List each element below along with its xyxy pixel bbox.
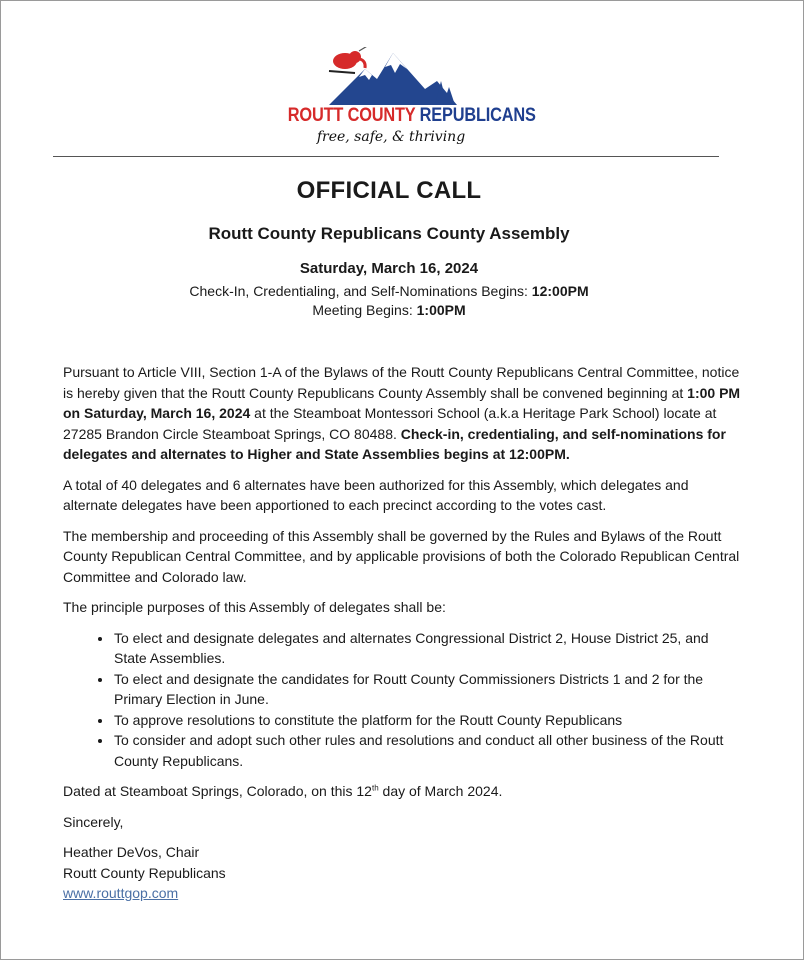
- list-item: • To elect and designate delegates and alternates Congressional District 2, House District 25, and State Assemblies.: [113, 628, 743, 669]
- checkin-label: Check-In, Credentialing, and Self-Nominations Begins:: [189, 283, 532, 299]
- delegates-paragraph: A total of 40 delegates and 6 alternates have been authorized for this Assembly, which delegates and alternate delegates have been apportioned to each precinct according to the votes cast.: [63, 476, 689, 513]
- governance-paragraph: The membership and proceeding of this Assembly shall be governed by the Rules and Bylaws of the Routt County Republican Central Committee, and by applicable provisions of both the Colorado Republican Central Committee and Colorado law.: [63, 527, 740, 585]
- dated-line: [63, 781, 743, 802]
- list-item: • To approve resolutions to constitute the platform for the Routt County Republicans: [113, 710, 743, 731]
- logo-title: [287, 105, 536, 127]
- signer-name: Heather DeVos, Chair: [63, 844, 200, 860]
- purposes-intro: The principle purposes of this Assembly of delegates shall be:: [63, 599, 446, 615]
- document-body: [63, 362, 743, 904]
- notice-bold-1: 1:00 PM on Saturday, March 16, 2024: [63, 384, 741, 421]
- org-logo: [271, 47, 536, 153]
- closing: Sincerely,: [63, 813, 124, 830]
- dated-text: Dated at Steamboat Springs, Colorado, on this 12: [63, 783, 372, 799]
- document-subtitle: Routt County Republicans County Assembly: [208, 224, 570, 243]
- website-link[interactable]: www.routtgop.com: [63, 885, 179, 901]
- signature-block: [63, 842, 743, 904]
- meeting-line: [1, 302, 777, 318]
- notice-text-2: at the Steamboat Montessori School (a.k.a Heritage Park School) locate at 27285 Brandon Circle Steamboat Springs, CO 80488.: [63, 405, 717, 442]
- notice-bold-2: Check-in, credentialing, and self-nominations for delegates and alternates to Higher and State Assemblies begins at 12:00PM.: [63, 425, 726, 462]
- checkin-line: [1, 283, 777, 299]
- dated-text-end: day of March 2024.: [378, 783, 503, 799]
- logo-tagline: free, safe, & thriving: [316, 129, 466, 145]
- list-item: • To elect and designate the candidates for Routt County Commissioners Districts 1 and 2 for the Primary Election in June.: [113, 669, 743, 710]
- dated-sup: th: [371, 783, 379, 793]
- header-divider: [53, 156, 719, 157]
- logo-title-blue: REPUBLICANS: [419, 105, 536, 126]
- meeting-label: Meeting Begins:: [312, 302, 417, 318]
- notice-text-1: Pursuant to Article VIII, Section 1-A of the Bylaws of the Routt County Republicans Central Committee, notice is hereby given that the Routt County Republicans County Assembly shall be convened beginning at: [63, 364, 740, 401]
- assembly-date: Saturday, March 16, 2024: [299, 260, 479, 277]
- mountain-elephant-logo-icon: [325, 47, 457, 105]
- purposes-list: [63, 628, 743, 772]
- checkin-time: 12:00PM: [531, 283, 589, 299]
- signer-org: Routt County Republicans: [63, 864, 226, 881]
- logo-title-red: ROUTT COUNTY: [287, 105, 416, 126]
- meeting-time: 1:00PM: [416, 302, 466, 318]
- list-item: • To consider and adopt such other rules and resolutions and conduct all other business of the Routt County Republicans.: [113, 730, 743, 771]
- document-title: OFFICIAL CALL: [296, 177, 482, 204]
- notice-paragraph: [63, 362, 743, 465]
